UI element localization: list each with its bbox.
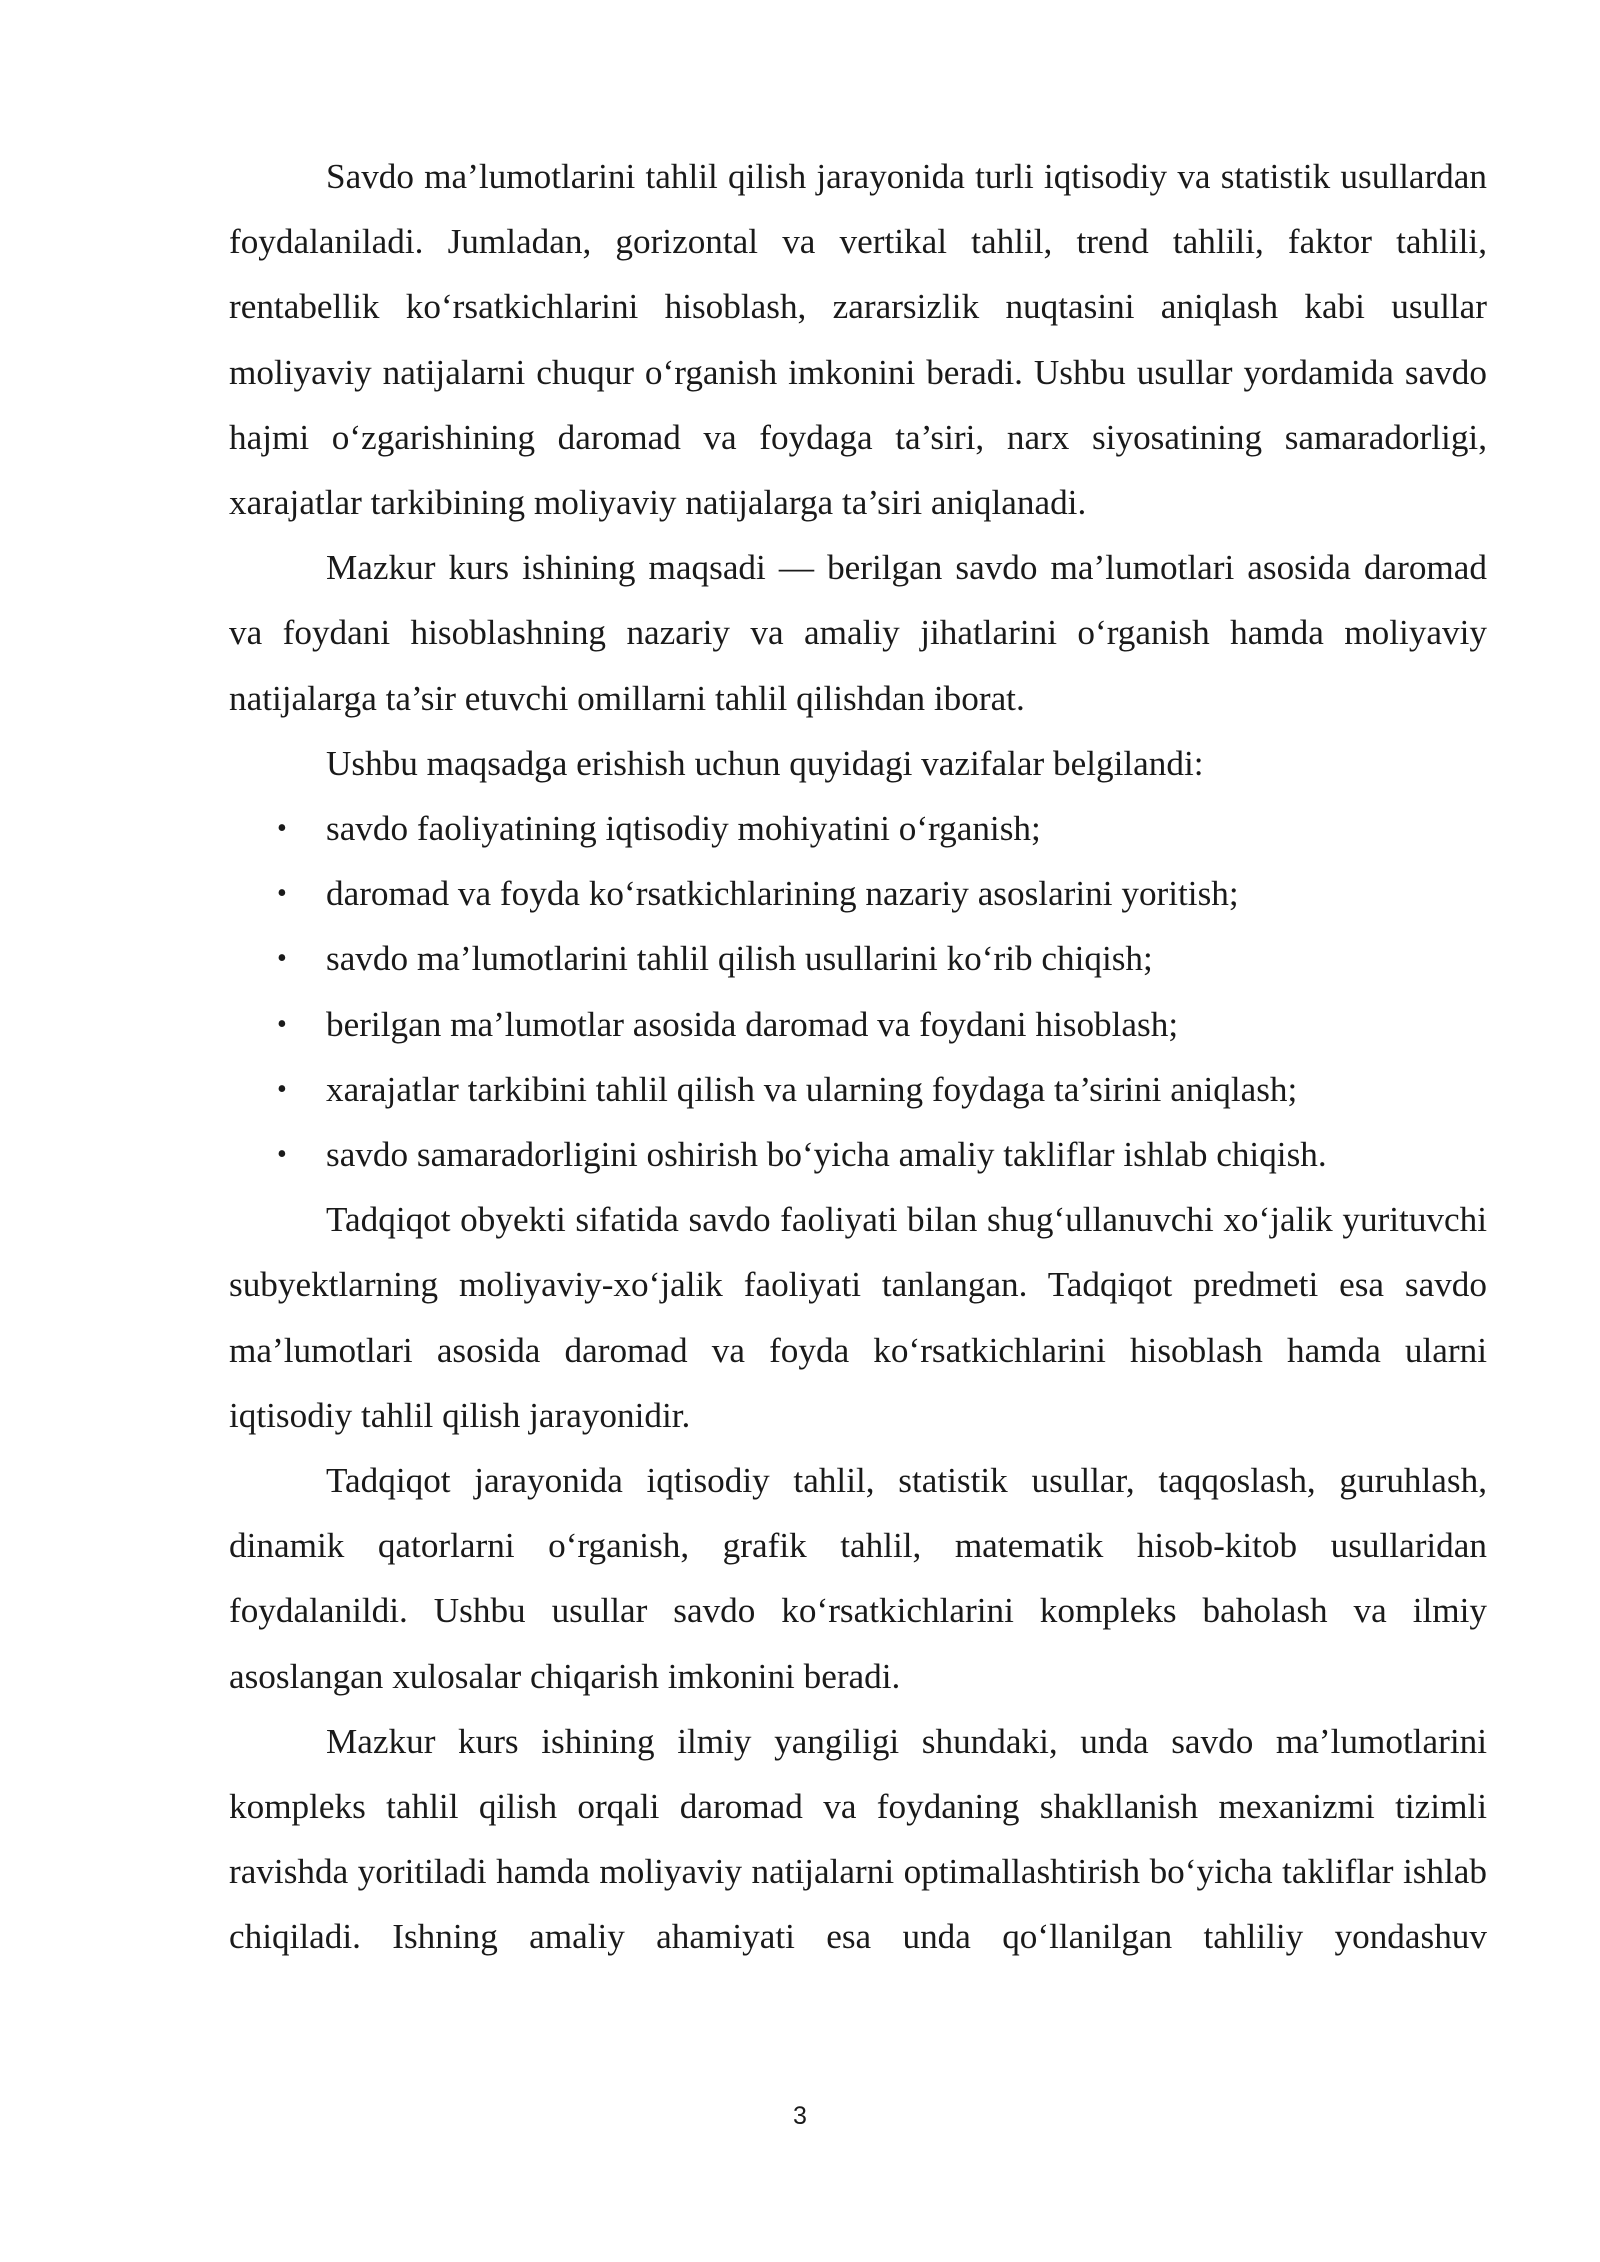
list-item [229,926,1487,991]
paragraph-novelty: Mazkur kurs ishining ilmiy yangiligi shundaki, unda savdo ma’lumotlarini kompleks tahlil qilish orqali daromad va foydaning shakllanish mexanizmi tizimli ravishda yoritiladi hamda moliyaviy natijalarni optimallashtirish bo‘yicha takliflar ishlab chiqiladi. Ishning amaliy ahamiyati esa unda qo‘llanilgan tahliliy yondashuv [229,1721,1487,1957]
list-item [229,861,1487,926]
list-item [229,1122,1487,1187]
list-item-text: xarajatlar tarkibini tahlil qilish va ularning foydaga ta’sirini aniqlash; [326,1069,1298,1109]
paragraph-goal: Mazkur kurs ishining maqsadi — berilgan savdo ma’lumotlari asosida daromad va foydani hisoblashning nazariy va amaliy jihatlarini o‘rganish hamda moliyaviy natijalarga ta’sir etuvchi omillarni tahlil qilishdan iborat. [229,548,1487,718]
list-item [229,992,1487,1057]
list-item-text: daromad va foyda ko‘rsatkichlarining nazariy asoslarini yoritish; [326,874,1239,914]
list-item [229,1057,1487,1122]
bullet-icon: • [277,1008,287,1040]
bullet-icon: • [277,1139,287,1171]
list-item-text: berilgan ma’lumotlar asosida daromad va foydani hisoblash; [326,1004,1179,1044]
list-item-text: savdo samaradorligini oshirish bo‘yicha amaliy takliflar ishlab chiqish. [326,1135,1327,1175]
paragraph-object-subject: Tadqiqot obyekti sifatida savdo faoliyati bilan shug‘ullanuvchi xo‘jalik yurituvchi subyektlarning moliyaviy-xo‘jalik faoliyati tanlangan. Tadqiqot predmeti esa savdo ma’lumotlari asosida daromad va foyda ko‘rsatkichlarini hisoblash hamda ularni iqtisodiy tahlil qilish jarayonidir. [229,1200,1487,1435]
list-item-text: savdo ma’lumotlarini tahlil qilish usullarini ko‘rib chiqish; [326,939,1153,979]
bullet-icon: • [277,1073,287,1105]
bullet-icon: • [277,813,287,845]
bullet-icon: • [277,878,287,910]
bullet-icon: • [277,943,287,975]
list-item [229,796,1487,861]
body-text [229,144,1487,1970]
tasks-list [229,796,1487,1187]
page-number: 3 [793,2102,807,2130]
paragraph-tasks-intro: Ushbu maqsadga erishish uchun quyidagi vazifalar belgilandi: [326,743,1204,783]
list-item-text: savdo faoliyatining iqtisodiy mohiyatini o‘rganish; [326,809,1041,849]
paragraph-research-methods: Tadqiqot jarayonida iqtisodiy tahlil, statistik usullar, taqqoslash, guruhlash, dinamik qatorlarni o‘rganish, grafik tahlil, matematik hisob-kitob usullaridan foydalanildi. Ushbu usullar savdo ko‘rsatkichlarini kompleks baholash va ilmiy asoslangan xulosalar chiqarish imkonini beradi. [229,1461,1487,1696]
paragraph-analysis-methods: Savdo ma’lumotlarini tahlil qilish jarayonida turli iqtisodiy va statistik usullardan foydalaniladi. Jumladan, gorizontal va vertikal tahlil, trend tahlili, faktor tahlili, rentabellik ko‘rsatkichlarini hisoblash, zararsizlik nuqtasini aniqlash kabi usullar moliyaviy natijalarni chuqur o‘rganish imkonini beradi. Ushbu usullar yordamida savdo hajmi o‘zgarishining daromad va foydaga ta’siri, narx siyosatining samaradorligi, xarajatlar tarkibining moliyaviy natijalarga ta’siri aniqlanadi. [229,157,1487,523]
